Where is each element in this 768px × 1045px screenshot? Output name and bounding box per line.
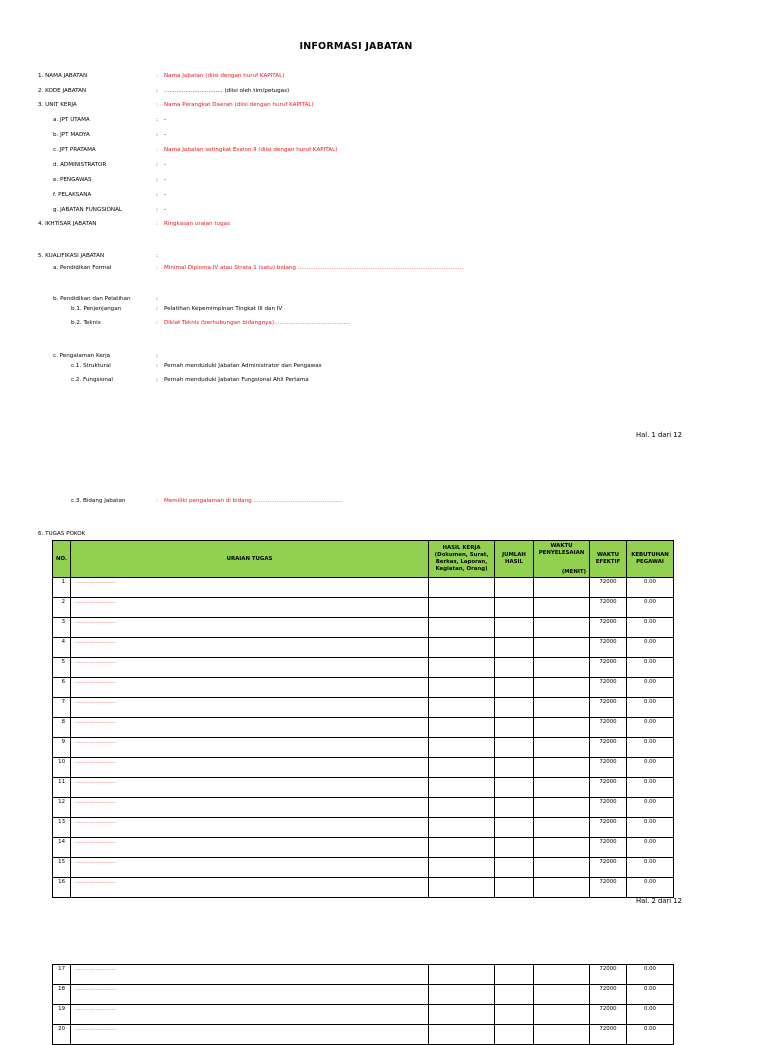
field-row [0,147,700,157]
field-label: 5. KUALIFIKASI JABATAN [38,253,105,259]
cell-jumlah-hasil [495,798,534,818]
cell-uraian-tugas: ........................ [71,618,429,638]
cell-waktu-efektif: 72000 [590,818,627,838]
cell-waktu-penyelesaian [534,718,590,738]
field-label: b. JPT MADYA [53,132,90,138]
field-value: Pelatihan Kepemimpinan Tingkat III dan IV [164,306,283,312]
cell-waktu-penyelesaian [534,818,590,838]
cell-kebutuhan-pegawai: 0.00 [627,778,674,798]
cell-uraian-tugas: ........................ [71,878,429,898]
cell-jumlah-hasil [495,818,534,838]
cell-no: 4 [53,638,71,658]
cell-waktu-efektif: 72000 [590,618,627,638]
field-label: c.2. Fungsional [71,377,113,383]
field-colon: : [156,73,158,79]
cell-hasil-kerja [429,618,495,638]
cell-uraian-tugas: ........................ [71,818,429,838]
field-label: b.2. Teknis [71,320,101,326]
field-colon: : [156,353,158,359]
field-label: a. JPT UTAMA [53,117,90,123]
cell-waktu-penyelesaian [534,878,590,898]
cell-waktu-penyelesaian [534,658,590,678]
field-colon: : [156,147,158,153]
cell-no: 14 [53,838,71,858]
cell-kebutuhan-pegawai: 0.00 [627,985,674,1005]
field-label: d. ADMINISTRATOR [53,162,107,168]
cell-hasil-kerja [429,838,495,858]
field-value: Memiliki pengalaman di bidang .................................................. [164,498,343,504]
table-row [53,638,674,658]
table-row [53,718,674,738]
cell-waktu-penyelesaian [534,838,590,858]
table-row [53,698,674,718]
table-row [53,858,674,878]
cell-waktu-penyelesaian [534,598,590,618]
field-label: f. PELAKSANA [53,192,92,198]
cell-no: 7 [53,698,71,718]
cell-no: 6 [53,678,71,698]
field-value: Ringkasan uraian tugas [164,221,230,227]
field-row [0,102,700,112]
cell-no: 11 [53,778,71,798]
field-row [0,192,700,202]
cell-uraian-tugas: ........................ [71,578,429,598]
table-row [53,818,674,838]
cell-waktu-penyelesaian [534,1025,590,1045]
field-row [0,296,700,306]
field-label: c.1. Struktural [71,363,111,369]
table-row [53,1005,674,1025]
field-value: - [164,192,167,198]
field-row [0,177,700,187]
table-row [53,965,674,985]
field-row [0,88,700,98]
field-colon: : [156,221,158,227]
header-waktu-label: WAKTU PENYELESAIAN [538,543,585,556]
table-header-row [53,541,674,578]
cell-waktu-penyelesaian [534,758,590,778]
field-row [0,117,700,127]
field-value: Pernah menduduki Jabatan Fungsional Ahli Pertama [164,377,309,383]
field-label: c. JPT PRATAMA [53,147,96,153]
field-row [0,207,700,217]
field-label: a. Pendidikan Formal [53,265,112,271]
field-row [0,132,700,142]
table-row [53,618,674,638]
field-value: ................................. (diisi oleh tim/petugas) [164,88,290,94]
table-row [53,578,674,598]
cell-jumlah-hasil [495,985,534,1005]
cell-jumlah-hasil [495,758,534,778]
field-colon: : [156,320,158,326]
cell-waktu-efektif: 72000 [590,798,627,818]
cell-kebutuhan-pegawai: 0.00 [627,965,674,985]
cell-no: 15 [53,858,71,878]
table-row [53,738,674,758]
cell-uraian-tugas: ........................ [71,965,429,985]
cell-jumlah-hasil [495,858,534,878]
field-label: 1. NAMA JABATAN [38,73,88,79]
cell-uraian-tugas: ........................ [71,985,429,1005]
header-waktu-unit: (MENIT) [561,569,586,575]
cell-waktu-efektif: 72000 [590,578,627,598]
field-label: 2. KODE JABATAN [38,88,87,94]
cell-hasil-kerja [429,778,495,798]
cell-waktu-efektif: 72000 [590,698,627,718]
cell-uraian-tugas: ........................ [71,718,429,738]
cell-waktu-efektif: 72000 [590,758,627,778]
cell-waktu-efektif: 72000 [590,738,627,758]
cell-no: 10 [53,758,71,778]
cell-jumlah-hasil [495,878,534,898]
field-colon: : [156,177,158,183]
table-row [53,678,674,698]
cell-waktu-efektif: 72000 [590,1005,627,1025]
cell-uraian-tugas: ........................ [71,858,429,878]
cell-kebutuhan-pegawai: 0.00 [627,818,674,838]
cell-kebutuhan-pegawai: 0.00 [627,718,674,738]
field-label: b.1. Penjenjangan [71,306,122,312]
field-colon: : [156,363,158,369]
cell-hasil-kerja [429,718,495,738]
cell-waktu-efektif: 72000 [590,658,627,678]
cell-uraian-tugas: ........................ [71,738,429,758]
cell-waktu-efektif: 72000 [590,858,627,878]
cell-no: 5 [53,658,71,678]
cell-waktu-penyelesaian [534,678,590,698]
field-colon: : [156,265,158,271]
table-section-label: 6. TUGAS POKOK [38,531,86,537]
cell-kebutuhan-pegawai: 0.00 [627,758,674,778]
field-colon: : [156,162,158,168]
cell-waktu-efektif: 72000 [590,985,627,1005]
cell-waktu-penyelesaian [534,618,590,638]
tugas-pokok-table [52,540,674,898]
page-number-1: Hal. 1 dari 12 [636,431,682,439]
field-value: - [164,132,167,138]
field-row [0,253,700,263]
cell-kebutuhan-pegawai: 0.00 [627,578,674,598]
cell-kebutuhan-pegawai: 0.00 [627,618,674,638]
cell-hasil-kerja [429,678,495,698]
cell-jumlah-hasil [495,778,534,798]
field-label: c.3. Bidang Jabatan [71,498,126,504]
header-no: NO. [53,541,71,578]
field-row [0,265,700,275]
cell-hasil-kerja [429,1005,495,1025]
cell-jumlah-hasil [495,618,534,638]
table-row [53,798,674,818]
cell-waktu-penyelesaian [534,698,590,718]
cell-no: 13 [53,818,71,838]
cell-hasil-kerja [429,598,495,618]
cell-kebutuhan-pegawai: 0.00 [627,598,674,618]
cell-jumlah-hasil [495,738,534,758]
cell-hasil-kerja [429,858,495,878]
cell-jumlah-hasil [495,1005,534,1025]
field-row [0,320,700,330]
cell-hasil-kerja [429,985,495,1005]
field-label: c. Pengalaman Kerja [53,353,111,359]
cell-waktu-efektif: 72000 [590,678,627,698]
cell-waktu-penyelesaian [534,1005,590,1025]
cell-waktu-penyelesaian [534,798,590,818]
field-colon: : [156,306,158,312]
field-colon: : [156,132,158,138]
cell-hasil-kerja [429,878,495,898]
cell-no: 9 [53,738,71,758]
field-value: Nama Jabatan (diisi dengan huruf KAPITAL) [164,73,285,79]
cell-kebutuhan-pegawai: 0.00 [627,698,674,718]
cell-kebutuhan-pegawai: 0.00 [627,798,674,818]
cell-kebutuhan-pegawai: 0.00 [627,858,674,878]
field-row [0,162,700,172]
cell-hasil-kerja [429,698,495,718]
cell-jumlah-hasil [495,598,534,618]
cell-uraian-tugas: ........................ [71,798,429,818]
cell-uraian-tugas: ........................ [71,598,429,618]
cell-kebutuhan-pegawai: 0.00 [627,678,674,698]
cell-hasil-kerja [429,658,495,678]
field-colon: : [156,377,158,383]
field-row [0,353,700,363]
table-row [53,758,674,778]
cell-no: 19 [53,1005,71,1025]
cell-uraian-tugas: ........................ [71,758,429,778]
header-hasil-kerja: HASIL KERJA (Dokumen, Surat, Berkas, Laporan, Kegiatan, Orang) [429,541,495,578]
cell-hasil-kerja [429,818,495,838]
cell-kebutuhan-pegawai: 0.00 [627,638,674,658]
cell-waktu-efektif: 72000 [590,718,627,738]
header-uraian-tugas: URAIAN TUGAS [71,541,429,578]
header-waktu-penyelesaian [534,541,590,578]
field-colon: : [156,117,158,123]
field-label: 4. IKHTISAR JABATAN [38,221,97,227]
field-row [0,73,700,83]
field-colon: : [156,207,158,213]
field-value: Minimal Diploma IV atau Strata 1 (satu) bidang ............................................................................................. [164,265,464,271]
cell-no: 20 [53,1025,71,1045]
cell-no: 18 [53,985,71,1005]
cell-uraian-tugas: ........................ [71,778,429,798]
cell-hasil-kerja [429,758,495,778]
field-label: g. JABATAN FUNGSIONAL [53,207,123,213]
cell-no: 8 [53,718,71,738]
field-value: Pernah menduduki Jabatan Administrator dan Pengawas [164,363,322,369]
field-row [0,377,700,387]
table-row [53,985,674,1005]
header-waktu-efektif: WAKTU EFEKTIF [590,541,627,578]
field-value: - [164,177,167,183]
table-row [53,658,674,678]
cell-hasil-kerja [429,798,495,818]
field-value: - [164,162,167,168]
cell-waktu-penyelesaian [534,578,590,598]
cell-jumlah-hasil [495,638,534,658]
field-value: - [164,207,167,213]
cell-hasil-kerja [429,965,495,985]
field-colon: : [156,192,158,198]
field-row [0,306,700,316]
cell-uraian-tugas: ........................ [71,1025,429,1045]
header-jumlah-hasil: JUMLAH HASIL [495,541,534,578]
document-title: INFORMASI JABATAN [299,41,413,52]
cell-no: 12 [53,798,71,818]
cell-no: 17 [53,965,71,985]
cell-kebutuhan-pegawai: 0.00 [627,878,674,898]
cell-waktu-penyelesaian [534,738,590,758]
field-row [0,221,700,231]
field-row [0,363,700,373]
field-label: 3. UNIT KERJA [38,102,77,108]
field-colon: : [156,253,158,259]
field-colon: : [156,498,158,504]
cell-uraian-tugas: ........................ [71,698,429,718]
cell-jumlah-hasil [495,718,534,738]
cell-waktu-efektif: 72000 [590,638,627,658]
cell-kebutuhan-pegawai: 0.00 [627,658,674,678]
cell-hasil-kerja [429,738,495,758]
cell-jumlah-hasil [495,698,534,718]
cell-jumlah-hasil [495,678,534,698]
cell-waktu-penyelesaian [534,985,590,1005]
field-value: Diklat Teknis (berhubungan bidangnya)........................................... [164,320,351,326]
cell-waktu-efektif: 72000 [590,1025,627,1045]
field-row [0,498,700,508]
field-label: b. Pendidikan dan Pelatihan [53,296,131,302]
cell-hasil-kerja [429,1025,495,1045]
header-kebutuhan-pegawai: KEBUTUHAN PEGAWAI [627,541,674,578]
cell-hasil-kerja [429,638,495,658]
cell-no: 2 [53,598,71,618]
field-value: Nama Jabatan setingkat Eselon II (diisi dengan huruf KAPITAL) [164,147,338,153]
cell-hasil-kerja [429,578,495,598]
cell-no: 1 [53,578,71,598]
field-colon: : [156,102,158,108]
field-value: Nama Perangkat Daerah (diisi dengan huruf KAPITAL) [164,102,314,108]
field-colon: : [156,88,158,94]
field-value: - [164,117,167,123]
table-row [53,878,674,898]
cell-waktu-efektif: 72000 [590,778,627,798]
field-colon: : [156,296,158,302]
cell-waktu-efektif: 72000 [590,598,627,618]
cell-no: 3 [53,618,71,638]
cell-jumlah-hasil [495,838,534,858]
cell-kebutuhan-pegawai: 0.00 [627,1025,674,1045]
cell-jumlah-hasil [495,1025,534,1045]
cell-waktu-penyelesaian [534,638,590,658]
cell-uraian-tugas: ........................ [71,838,429,858]
cell-uraian-tugas: ........................ [71,678,429,698]
cell-no: 16 [53,878,71,898]
cell-waktu-penyelesaian [534,965,590,985]
cell-jumlah-hasil [495,965,534,985]
cell-waktu-penyelesaian [534,778,590,798]
cell-waktu-efektif: 72000 [590,878,627,898]
cell-uraian-tugas: ........................ [71,638,429,658]
table-row [53,778,674,798]
table-row [53,598,674,618]
cell-kebutuhan-pegawai: 0.00 [627,738,674,758]
cell-waktu-penyelesaian [534,858,590,878]
cell-waktu-efektif: 72000 [590,838,627,858]
cell-waktu-efektif: 72000 [590,965,627,985]
cell-jumlah-hasil [495,578,534,598]
cell-uraian-tugas: ........................ [71,1005,429,1025]
cell-kebutuhan-pegawai: 0.00 [627,1005,674,1025]
table-row [53,838,674,858]
table-row [53,1025,674,1045]
page-number-2: Hal. 2 dari 12 [636,897,682,905]
cell-jumlah-hasil [495,658,534,678]
field-label: e. PENGAWAS [53,177,92,183]
cell-kebutuhan-pegawai: 0.00 [627,838,674,858]
tugas-pokok-table-continued [52,964,674,1045]
cell-uraian-tugas: ........................ [71,658,429,678]
